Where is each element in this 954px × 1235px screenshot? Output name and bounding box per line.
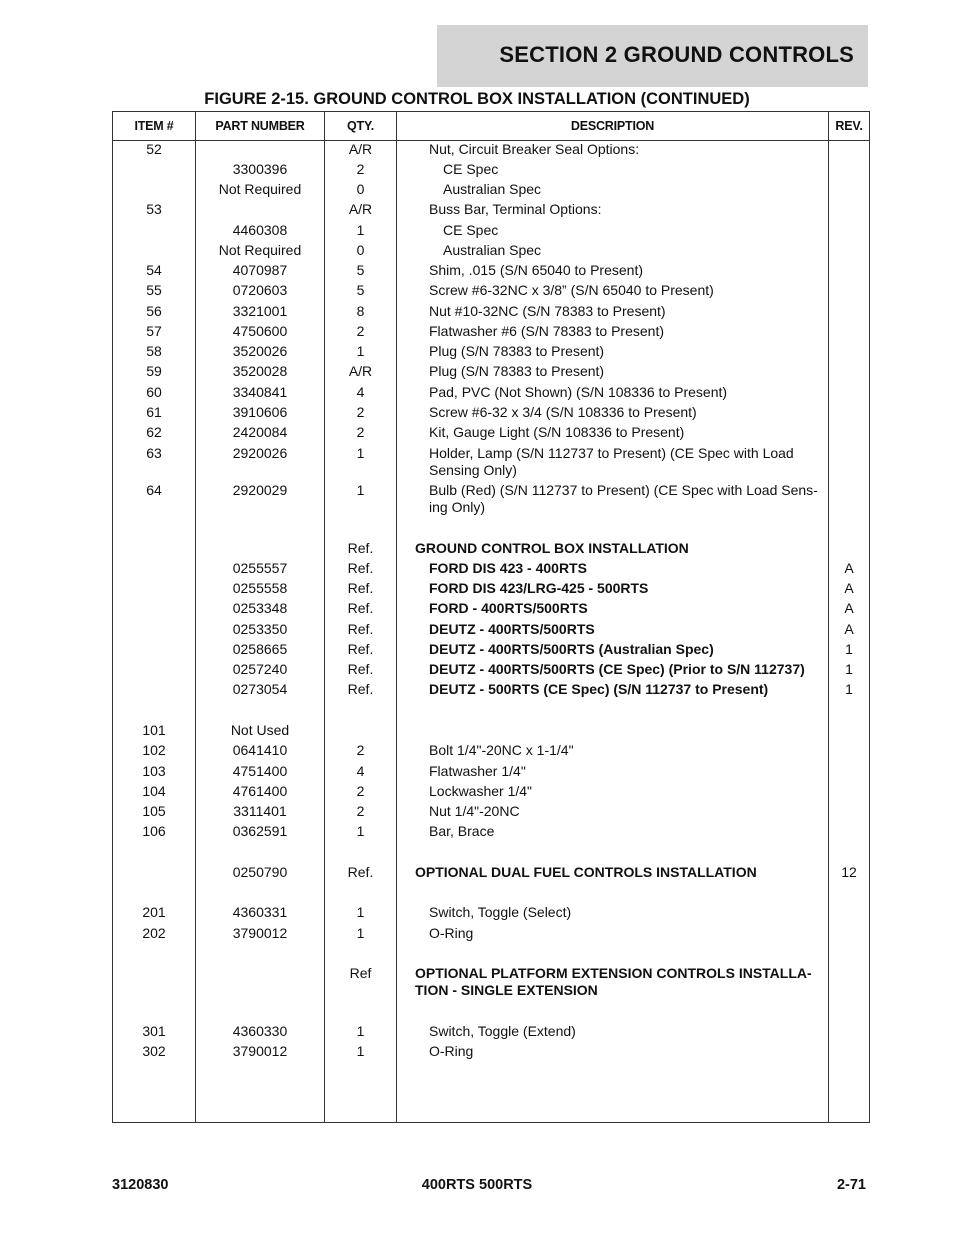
quantity: Ref.	[347, 560, 374, 576]
quantity: 2	[356, 783, 365, 799]
table-row	[113, 323, 869, 343]
revision: 1	[845, 681, 853, 697]
table-row	[113, 181, 869, 201]
table-row	[113, 823, 869, 864]
part-number: 2420084	[232, 424, 288, 440]
part-number: Not Required	[218, 181, 302, 197]
item-number: 62	[146, 424, 162, 440]
table-row	[113, 864, 869, 904]
column-header-part-number: PART NUMBER	[215, 119, 305, 133]
description: Bulb (Red) (S/N 112737 to Present) (CE Spec with Load Sens-ing Only)	[429, 482, 818, 515]
part-number: 4360330	[232, 1023, 288, 1039]
table-row	[113, 242, 869, 262]
part-number: 3790012	[232, 1043, 288, 1059]
description: O-Ring	[429, 925, 474, 941]
section-title: SECTION 2 GROUND CONTROLS	[499, 42, 854, 67]
part-number: 3340841	[232, 384, 288, 400]
table-row	[113, 141, 869, 161]
part-number: Not Required	[218, 242, 302, 258]
description: Bolt 1/4"-20NC x 1-1/4"	[429, 742, 574, 758]
description: OPTIONAL DUAL FUEL CONTROLS INSTALLATION	[415, 864, 757, 880]
table-row	[113, 965, 869, 1023]
column-header-rev: REV.	[835, 119, 863, 133]
item-number: 302	[142, 1043, 166, 1059]
quantity: A/R	[348, 141, 373, 157]
table-row	[113, 424, 869, 445]
quantity: 0	[356, 181, 365, 197]
section-header	[437, 25, 868, 87]
item-number: 59	[146, 363, 162, 379]
table-row	[113, 803, 869, 823]
description: Screw #6-32 x 3/4 (S/N 108336 to Present)	[429, 404, 697, 420]
part-number: 3300396	[232, 161, 288, 177]
part-number: 3311401	[233, 803, 287, 819]
quantity: Ref.	[347, 661, 374, 677]
description: Lockwasher 1/4"	[429, 783, 533, 799]
table-row	[113, 621, 869, 641]
quantity: A/R	[348, 363, 373, 379]
description: DEUTZ - 400RTS/500RTS (Australian Spec)	[429, 641, 714, 657]
part-number: 0257240	[232, 661, 288, 677]
quantity: 5	[356, 262, 365, 278]
quantity: Ref.	[347, 641, 374, 657]
part-number: 0253350	[232, 621, 288, 637]
description: Flatwasher #6 (S/N 78383 to Present)	[429, 323, 665, 339]
table-row	[113, 262, 869, 282]
item-number: 61	[146, 404, 162, 420]
quantity: 1	[356, 343, 365, 359]
description: Shim, .015 (S/N 65040 to Present)	[429, 262, 643, 278]
item-number: 56	[146, 303, 162, 319]
table-body	[113, 141, 869, 1063]
revision: 1	[845, 661, 853, 677]
description: FORD DIS 423 - 400RTS	[429, 560, 587, 576]
description: Bar, Brace	[429, 823, 495, 839]
quantity: 0	[356, 242, 365, 258]
item-number: 60	[146, 384, 162, 400]
description: Kit, Gauge Light (S/N 108336 to Present)	[429, 424, 685, 440]
item-number: 53	[146, 201, 162, 217]
parts-table	[112, 111, 870, 1123]
part-number: 3321001	[232, 303, 288, 319]
table-row	[113, 303, 869, 323]
item-number: 106	[142, 823, 166, 839]
table-row	[113, 404, 869, 424]
part-number: 4070987	[232, 262, 288, 278]
quantity: 8	[356, 303, 365, 319]
part-number: 4761400	[232, 783, 288, 799]
item-number: 301	[142, 1023, 166, 1039]
quantity: 1	[356, 445, 365, 461]
part-number: 2920026	[232, 445, 288, 461]
part-number: 4751400	[232, 763, 288, 779]
revision: A	[844, 621, 854, 637]
table-row	[113, 763, 869, 783]
revision: A	[844, 560, 854, 576]
item-number: 57	[146, 323, 162, 339]
quantity: 1	[356, 925, 365, 941]
table-row	[113, 482, 869, 540]
part-number: 4360331	[232, 904, 288, 920]
table-row	[113, 904, 869, 925]
part-number: 0720603	[232, 282, 288, 298]
description: DEUTZ - 400RTS/500RTS (CE Spec) (Prior to S/N 112737)	[429, 661, 805, 677]
table-row	[113, 600, 869, 621]
table-row	[113, 641, 869, 661]
part-number: 3520026	[232, 343, 288, 359]
column-header-qty: QTY.	[347, 119, 374, 133]
quantity: Ref.	[347, 600, 374, 616]
description: Buss Bar, Terminal Options:	[429, 201, 602, 217]
part-number: 3790012	[232, 925, 288, 941]
quantity: Ref.	[347, 580, 374, 596]
item-number: 52	[146, 141, 162, 157]
quantity: 2	[356, 404, 365, 420]
table-row	[113, 783, 869, 803]
description: OPTIONAL PLATFORM EXTENSION CONTROLS INSTALLA-TION - SINGLE EXTENSION	[415, 965, 812, 998]
quantity: Ref.	[347, 621, 374, 637]
revision: 1	[845, 641, 853, 657]
table-row	[113, 445, 869, 482]
item-number: 103	[142, 763, 166, 779]
quantity: 1	[356, 823, 365, 839]
description: DEUTZ - 400RTS/500RTS	[429, 621, 595, 637]
part-number: 3910606	[232, 404, 288, 420]
quantity: 1	[356, 904, 365, 920]
quantity: 1	[356, 482, 365, 498]
quantity: 1	[356, 1043, 365, 1059]
quantity: 2	[356, 424, 365, 440]
description: CE Spec	[443, 222, 499, 238]
quantity: 1	[356, 222, 365, 238]
item-number: 104	[142, 783, 166, 799]
quantity: 4	[356, 384, 365, 400]
item-number: 55	[146, 282, 162, 298]
revision: A	[844, 580, 854, 596]
revision: 12	[841, 864, 857, 880]
description: DEUTZ - 500RTS (CE Spec) (S/N 112737 to Present)	[429, 681, 769, 697]
part-number: 0641410	[232, 742, 288, 758]
description: Pad, PVC (Not Shown) (S/N 108336 to Present)	[429, 384, 728, 400]
quantity: Ref.	[347, 864, 374, 880]
item-number: 54	[146, 262, 162, 278]
item-number: 105	[142, 803, 166, 819]
item-number: 58	[146, 343, 162, 359]
table-row	[113, 161, 869, 181]
description: Holder, Lamp (S/N 112737 to Present) (CE Spec with Load Sensing Only)	[429, 445, 794, 478]
quantity: 5	[356, 282, 365, 298]
table-row	[113, 681, 869, 722]
item-number: 201	[142, 904, 166, 920]
table-row	[113, 201, 869, 222]
figure-title: FIGURE 2-15. GROUND CONTROL BOX INSTALLATION (CONTINUED)	[204, 90, 750, 108]
description: Switch, Toggle (Extend)	[429, 1023, 576, 1039]
part-number: 4750600	[232, 323, 288, 339]
part-number: 0273054	[232, 681, 288, 697]
part-number: Not Used	[230, 722, 290, 738]
table-row	[113, 560, 869, 580]
part-number: 4460308	[232, 222, 288, 238]
description: Nut #10-32NC (S/N 78383 to Present)	[429, 303, 666, 319]
description: O-Ring	[429, 1043, 474, 1059]
table-row	[113, 1023, 869, 1043]
table-row	[113, 580, 869, 600]
part-number: 0255557	[232, 560, 288, 576]
description: Nut 1/4"-20NC	[429, 803, 520, 819]
description: Plug (S/N 78383 to Present)	[429, 363, 605, 379]
quantity: 2	[356, 742, 365, 758]
quantity: Ref.	[347, 540, 374, 556]
description: CE Spec	[443, 161, 499, 177]
column-header-description: DESCRIPTION	[570, 119, 655, 133]
doc-number: 3120830	[112, 1177, 169, 1193]
table-row	[113, 1043, 869, 1063]
quantity: 1	[356, 1023, 365, 1039]
part-number: 0258665	[232, 641, 288, 657]
part-number: 2920029	[232, 482, 288, 498]
quantity: 2	[356, 161, 365, 177]
description: Australian Spec	[443, 242, 542, 258]
description: Plug (S/N 78383 to Present)	[429, 343, 605, 359]
quantity: Ref.	[347, 681, 374, 697]
description: Nut, Circuit Breaker Seal Options:	[429, 141, 640, 157]
item-number: 101	[142, 722, 166, 738]
table-row	[113, 661, 869, 681]
description: FORD - 400RTS/500RTS	[429, 600, 588, 616]
table-row	[113, 925, 869, 965]
table-row	[113, 343, 869, 363]
table-row	[113, 742, 869, 763]
table-row	[113, 384, 869, 404]
item-number: 102	[142, 742, 166, 758]
description: Australian Spec	[443, 181, 542, 197]
model-name: 400RTS 500RTS	[421, 1177, 533, 1193]
item-number: 64	[146, 482, 162, 498]
description: Switch, Toggle (Select)	[429, 904, 572, 920]
description: Screw #6-32NC x 3/8” (S/N 65040 to Present)	[429, 282, 714, 298]
description: Flatwasher 1/4"	[429, 763, 526, 779]
part-number: 0253348	[232, 600, 288, 616]
quantity: A/R	[348, 201, 373, 217]
table-row	[113, 363, 869, 384]
table-row	[113, 540, 869, 560]
quantity: 4	[356, 763, 365, 779]
table-row	[113, 282, 869, 303]
part-number: 0250790	[232, 864, 288, 880]
part-number: 3520028	[232, 363, 288, 379]
item-number: 63	[146, 445, 162, 461]
table-row	[113, 722, 869, 742]
quantity: Ref	[349, 965, 372, 981]
item-number: 202	[142, 925, 166, 941]
quantity: 2	[356, 803, 365, 819]
column-header-item: ITEM #	[134, 119, 174, 133]
description: FORD DIS 423/LRG-425 - 500RTS	[429, 580, 649, 596]
revision: A	[844, 600, 854, 616]
table-row	[113, 222, 869, 242]
part-number: 0255558	[232, 580, 288, 596]
page-number: 2-71	[836, 1177, 866, 1193]
part-number: 0362591	[232, 823, 288, 839]
description: GROUND CONTROL BOX INSTALLATION	[415, 540, 689, 556]
quantity: 2	[356, 323, 365, 339]
